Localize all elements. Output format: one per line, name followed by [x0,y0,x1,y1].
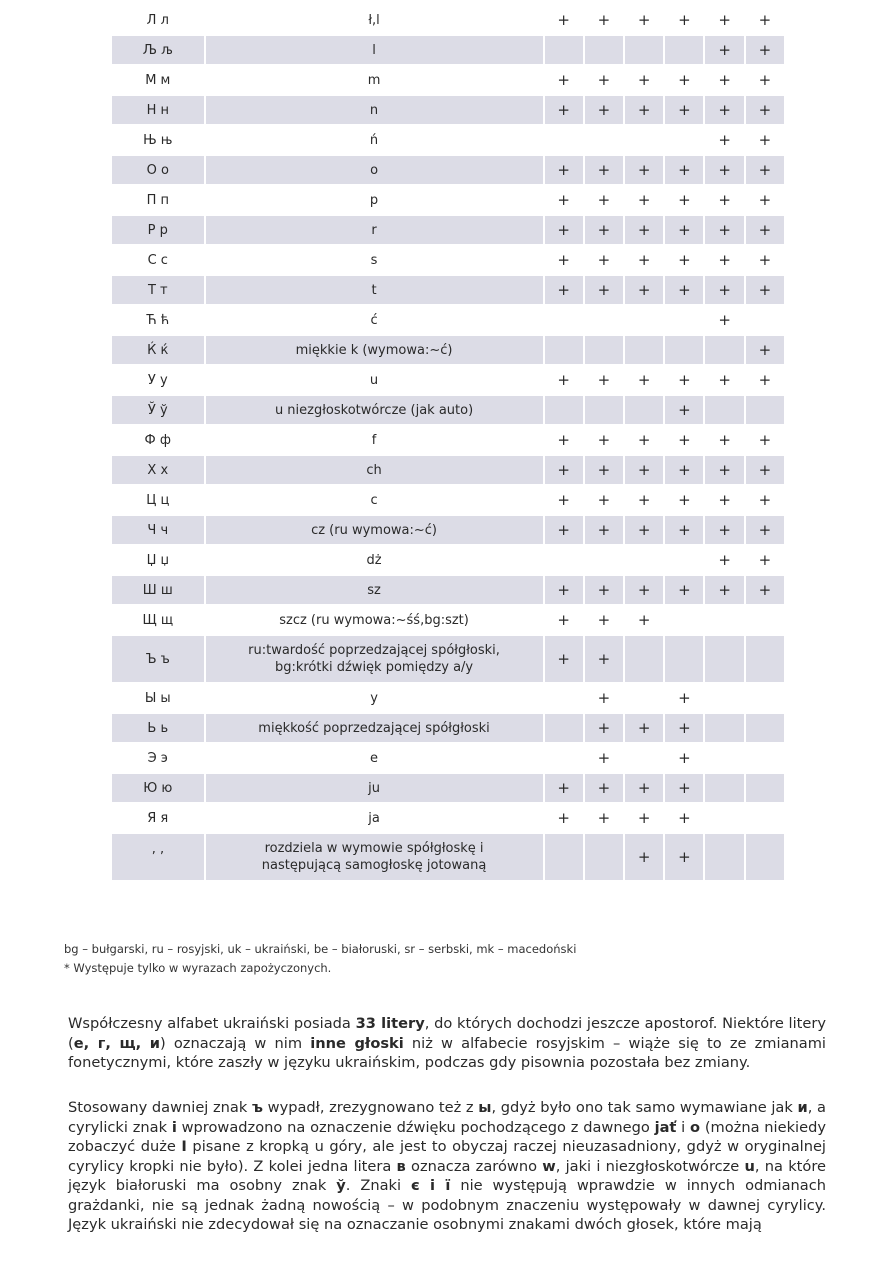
usage-mark-cell: + [745,365,785,395]
usage-mark-cell: + [704,365,744,395]
table-row [111,215,785,245]
usage-mark-cell: + [584,65,624,95]
letter-cell: О о [111,155,205,185]
usage-mark-cell [624,683,664,713]
letter-cell: Н н [111,95,205,125]
text-run: , jaki i niezgłoskotwórcze [555,1157,745,1175]
usage-mark-cell: + [745,95,785,125]
usage-mark-cell: + [624,365,664,395]
table-row [111,35,785,65]
usage-mark-cell: + [704,95,744,125]
pronunciation-cell: e [205,743,544,773]
usage-mark-cell [745,395,785,425]
usage-mark-cell: + [624,65,664,95]
letter-cell: Т т [111,275,205,305]
usage-mark-cell: + [544,575,584,605]
usage-mark-cell [624,635,664,683]
table-row [111,773,785,803]
text-run: oznacza zarówno [405,1157,543,1175]
usage-mark-cell: + [745,515,785,545]
usage-mark-cell: + [544,773,584,803]
usage-mark-cell: + [584,713,624,743]
table-row [111,485,785,515]
text-run: , do których dochodzi jeszcze apostorof. Niektóre litery ( [68,1015,826,1052]
usage-mark-cell: + [745,65,785,95]
usage-mark-cell [664,125,704,155]
usage-mark-cell: + [624,425,664,455]
usage-mark-cell: + [544,605,584,635]
usage-mark-cell: + [745,155,785,185]
text-run: niż w alfabecie rosyjskim – wiąże się to ze zmianami fonetycznymi, które zaszły w języku ukraińskim, podczas gdy pisownia pozostała bez zmiany. [68,1034,826,1071]
footnote: * Występuje tylko w wyrazach zapożyczonych. [64,961,332,975]
bold-run: и [797,1099,808,1116]
usage-mark-cell: + [704,245,744,275]
usage-mark-cell [544,395,584,425]
table-row [111,65,785,95]
usage-mark-cell [544,35,584,65]
pronunciation-cell: ch [205,455,544,485]
usage-mark-cell: + [704,65,744,95]
usage-mark-cell: + [584,605,624,635]
pronunciation-cell [205,833,544,881]
usage-mark-cell [745,833,785,881]
table-row [111,605,785,635]
letter-cell: П п [111,185,205,215]
usage-mark-cell [584,833,624,881]
usage-mark-cell: + [544,95,584,125]
pronunciation-cell: c [205,485,544,515]
pronunciation-cell: cz (ru wymowa:~ć) [205,515,544,545]
letter-cell: Ц ц [111,485,205,515]
pronunciation-cell: ju [205,773,544,803]
usage-mark-cell [624,395,664,425]
table-row [111,515,785,545]
usage-mark-cell: + [624,275,664,305]
paragraph-ukrainian-alphabet [68,1014,826,1073]
usage-mark-cell: + [664,215,704,245]
usage-mark-cell [624,335,664,365]
usage-mark-cell: + [584,485,624,515]
bold-run: jať [654,1118,677,1136]
pronunciation-cell: l [205,35,544,65]
usage-mark-cell: + [624,713,664,743]
usage-mark-cell [584,545,624,575]
text-run: i [676,1118,691,1136]
usage-mark-cell [544,833,584,881]
usage-mark-cell: + [704,215,744,245]
pronunciation-cell: n [205,95,544,125]
table-row [111,245,785,275]
table-row [111,185,785,215]
bold-run: o [690,1118,701,1136]
alphabet-table-body [111,5,785,881]
usage-mark-cell: + [704,35,744,65]
usage-mark-cell: + [584,185,624,215]
letter-cell: Ќ ќ [111,335,205,365]
pronunciation-line: rozdziela w wymowie spółgłoskę i [264,841,484,856]
usage-mark-cell [664,545,704,575]
usage-mark-cell: + [584,515,624,545]
usage-mark-cell [745,713,785,743]
usage-mark-cell [745,683,785,713]
bold-run: в [396,1157,406,1175]
text-run: . Znaki [345,1177,411,1194]
usage-mark-cell [584,395,624,425]
letter-cell: Љ љ [111,35,205,65]
usage-mark-cell: + [624,185,664,215]
letter-cell: Р р [111,215,205,245]
usage-mark-cell: + [544,185,584,215]
letter-cell: Ю ю [111,773,205,803]
letter-cell: Њ њ [111,125,205,155]
usage-mark-cell [624,305,664,335]
usage-mark-cell [704,395,744,425]
table-row [111,545,785,575]
usage-mark-cell: + [584,683,624,713]
usage-mark-cell [745,305,785,335]
usage-mark-cell: + [544,803,584,833]
table-row [111,125,785,155]
table-row [111,683,785,713]
usage-mark-cell: + [624,95,664,125]
text-run: nie występują wprawdzie w innych odmianach grażdanki, nie są jednak żadną nowością – w podobnym znaczeniu występowały w dawnej cyrylicy. Język ukraiński nie zdecydował się na oznaczanie osobnymi znakami dwóch głosek, które mają [68,1177,826,1233]
pronunciation-cell: dż [205,545,544,575]
usage-mark-cell: + [745,125,785,155]
bold-run: є і ї [410,1177,451,1194]
text-run: , gdyż było ono tak samo wymawiane jak [491,1099,798,1116]
usage-mark-cell: + [544,425,584,455]
table-row [111,365,785,395]
usage-mark-cell: + [584,5,624,35]
usage-mark-cell: + [745,485,785,515]
bold-run: і [171,1118,177,1136]
usage-mark-cell: + [664,833,704,881]
letter-cell: Л л [111,5,205,35]
usage-mark-cell: + [584,275,624,305]
usage-mark-cell: + [544,485,584,515]
usage-mark-cell [704,635,744,683]
usage-mark-cell [704,335,744,365]
pronunciation-cell: u niezgłoskotwórcze (jak auto) [205,395,544,425]
usage-mark-cell: + [664,155,704,185]
usage-mark-cell [664,335,704,365]
paragraph-removed-letters [68,1098,826,1235]
pronunciation-cell: y [205,683,544,713]
usage-mark-cell: + [624,485,664,515]
bold-run: ў [336,1177,346,1194]
pronunciation-cell: s [205,245,544,275]
usage-mark-cell: + [664,803,704,833]
letter-cell: Х х [111,455,205,485]
usage-mark-cell: + [704,185,744,215]
letter-cell: М м [111,65,205,95]
usage-mark-cell [544,743,584,773]
usage-mark-cell: + [704,425,744,455]
usage-mark-cell [624,743,664,773]
usage-mark-cell: + [624,833,664,881]
usage-mark-cell: + [664,5,704,35]
table-row [111,305,785,335]
pronunciation-cell: szcz (ru wymowa:~śś,bg:szt) [205,605,544,635]
pronunciation-cell: m [205,65,544,95]
usage-mark-cell [745,803,785,833]
table-row [111,743,785,773]
text-run: ) oznaczają w nim [160,1034,311,1052]
usage-mark-cell: + [584,455,624,485]
usage-mark-cell [584,125,624,155]
letter-cell: Ћ ћ [111,305,205,335]
text-run: Współczesny alfabet ukraiński posiada [68,1015,356,1032]
usage-mark-cell: + [745,35,785,65]
letter-cell: Я я [111,803,205,833]
usage-mark-cell: + [745,455,785,485]
usage-mark-cell: + [745,215,785,245]
usage-mark-cell: + [544,5,584,35]
usage-mark-cell: + [745,575,785,605]
usage-mark-cell [745,773,785,803]
letter-cell: Ш ш [111,575,205,605]
pronunciation-cell: r [205,215,544,245]
letter-cell: Ы ы [111,683,205,713]
text-run: , a cyrylicki znak [68,1099,826,1136]
usage-mark-cell [624,125,664,155]
pronunciation-cell: ń [205,125,544,155]
table-row [111,425,785,455]
letter-cell: Ъ ъ [111,635,205,683]
usage-mark-cell [544,305,584,335]
letter-cell: ’ ’ [111,833,205,881]
table-row [111,155,785,185]
usage-mark-cell: + [704,275,744,305]
table-row [111,275,785,305]
usage-mark-cell: + [664,683,704,713]
pronunciation-cell: u [205,365,544,395]
text-run: wprowadzono na oznaczenie dźwięku pochodzącego z dawnego [176,1118,655,1136]
usage-mark-cell: + [664,743,704,773]
pronunciation-cell: miękkość poprzedzającej spółgłoski [205,713,544,743]
usage-mark-cell: + [624,575,664,605]
usage-mark-cell: + [704,485,744,515]
usage-mark-cell: + [584,155,624,185]
pronunciation-cell: t [205,275,544,305]
pronunciation-line: ru:twardość poprzedzającej spółgłoski, [248,643,500,658]
usage-mark-cell: + [745,185,785,215]
bold-run: w [542,1157,556,1175]
pronunciation-cell: f [205,425,544,455]
usage-mark-cell: + [745,545,785,575]
usage-mark-cell: + [664,275,704,305]
usage-mark-cell: + [704,575,744,605]
language-abbreviations: bg – bułgarski, ru – rosyjski, uk – ukraiński, be – białoruski, sr – serbski, mk – macedoński [64,942,577,956]
text-run: Stosowany dawniej znak [68,1099,252,1116]
usage-mark-cell: + [544,515,584,545]
pronunciation-cell [205,635,544,683]
usage-mark-cell [664,635,704,683]
pronunciation-cell: ł,l [205,5,544,35]
usage-mark-cell [664,605,704,635]
usage-mark-cell: + [584,215,624,245]
usage-mark-cell: + [664,245,704,275]
usage-mark-cell: + [704,155,744,185]
table-row [111,335,785,365]
usage-mark-cell [544,683,584,713]
table-row [111,95,785,125]
usage-mark-cell [704,803,744,833]
bold-run: І [181,1138,187,1155]
usage-mark-cell: + [584,245,624,275]
usage-mark-cell: + [624,215,664,245]
text-run: wypadł, zrezygnowano też z [262,1099,479,1116]
pronunciation-line: następującą samogłoskę jotowaną [261,858,487,873]
pronunciation-line: bg:krótki dźwięk pomiędzy a/y [274,660,474,675]
pronunciation-cell: sz [205,575,544,605]
usage-mark-cell [584,305,624,335]
pronunciation-cell: p [205,185,544,215]
pronunciation-cell: o [205,155,544,185]
usage-mark-cell [544,335,584,365]
usage-mark-cell: + [745,425,785,455]
bold-run: ъ [252,1099,263,1116]
pronunciation-cell: ć [205,305,544,335]
usage-mark-cell [704,605,744,635]
table-row [111,395,785,425]
usage-mark-cell: + [745,245,785,275]
letter-cell: Ф ф [111,425,205,455]
usage-mark-cell [704,713,744,743]
table-row [111,833,785,881]
usage-mark-cell [664,35,704,65]
usage-mark-cell: + [624,773,664,803]
usage-mark-cell [704,833,744,881]
pronunciation-cell: miękkie k (wymowa:~ć) [205,335,544,365]
bold-run: u [744,1157,755,1175]
usage-mark-cell: + [624,803,664,833]
usage-mark-cell: + [544,215,584,245]
table-row [111,635,785,683]
table-legend [64,940,576,978]
text-run: , na które język białoruski ma osobny znak [68,1157,826,1194]
usage-mark-cell [624,35,664,65]
usage-mark-cell: + [664,95,704,125]
table-row [111,713,785,743]
usage-mark-cell: + [544,365,584,395]
letter-cell: У у [111,365,205,395]
letter-cell: С с [111,245,205,275]
usage-mark-cell [584,35,624,65]
cyrillic-alphabet-table [110,4,786,882]
usage-mark-cell: + [745,5,785,35]
usage-mark-cell: + [544,635,584,683]
usage-mark-cell [704,683,744,713]
usage-mark-cell: + [584,95,624,125]
usage-mark-cell [704,773,744,803]
usage-mark-cell [745,743,785,773]
usage-mark-cell: + [664,485,704,515]
usage-mark-cell: + [704,125,744,155]
text-run: (można niekiedy zobaczyć duże [68,1118,826,1155]
usage-mark-cell: + [664,395,704,425]
usage-mark-cell [544,125,584,155]
usage-mark-cell: + [664,65,704,95]
letter-cell: Э э [111,743,205,773]
usage-mark-cell: + [704,515,744,545]
bold-run: ы [478,1099,492,1116]
usage-mark-cell: + [624,605,664,635]
usage-mark-cell: + [584,635,624,683]
usage-mark-cell: + [624,5,664,35]
usage-mark-cell [745,605,785,635]
usage-mark-cell [584,335,624,365]
letter-cell: Џ џ [111,545,205,575]
letter-cell: Ч ч [111,515,205,545]
usage-mark-cell: + [584,425,624,455]
usage-mark-cell: + [664,575,704,605]
usage-mark-cell: + [704,545,744,575]
usage-mark-cell: + [624,155,664,185]
table-row [111,455,785,485]
usage-mark-cell: + [544,65,584,95]
bold-run: inne głoski [310,1034,404,1052]
usage-mark-cell: + [584,773,624,803]
usage-mark-cell: + [745,335,785,365]
table-row [111,5,785,35]
usage-mark-cell [624,545,664,575]
usage-mark-cell: + [624,455,664,485]
usage-mark-cell: + [664,455,704,485]
usage-mark-cell [664,305,704,335]
pronunciation-cell: ja [205,803,544,833]
letter-cell: Щ щ [111,605,205,635]
usage-mark-cell: + [624,245,664,275]
usage-mark-cell: + [664,365,704,395]
table-row [111,575,785,605]
bold-run: е, г, щ, и [73,1034,161,1052]
usage-mark-cell: + [584,575,624,605]
table-row [111,803,785,833]
usage-mark-cell [544,545,584,575]
letter-cell: Ў ў [111,395,205,425]
usage-mark-cell: + [664,185,704,215]
usage-mark-cell: + [664,713,704,743]
usage-mark-cell: + [584,743,624,773]
text-run: pisane z kropką u góry, ale jest to obyczaj raczej nieuzasadniony, gdyż w oryginalnej cyrylicy kropki nie było). Z kolei jedna litera [68,1138,826,1175]
bold-run: 33 litery [355,1015,425,1032]
letter-cell: Ь ь [111,713,205,743]
usage-mark-cell: + [704,305,744,335]
usage-mark-cell: + [664,425,704,455]
usage-mark-cell: + [544,155,584,185]
usage-mark-cell: + [664,773,704,803]
usage-mark-cell: + [544,455,584,485]
usage-mark-cell: + [584,803,624,833]
usage-mark-cell: + [664,515,704,545]
usage-mark-cell [544,713,584,743]
usage-mark-cell: + [704,455,744,485]
usage-mark-cell: + [544,275,584,305]
usage-mark-cell: + [584,365,624,395]
usage-mark-cell [745,635,785,683]
usage-mark-cell: + [704,5,744,35]
usage-mark-cell [704,743,744,773]
usage-mark-cell: + [745,275,785,305]
usage-mark-cell: + [624,515,664,545]
usage-mark-cell: + [544,245,584,275]
